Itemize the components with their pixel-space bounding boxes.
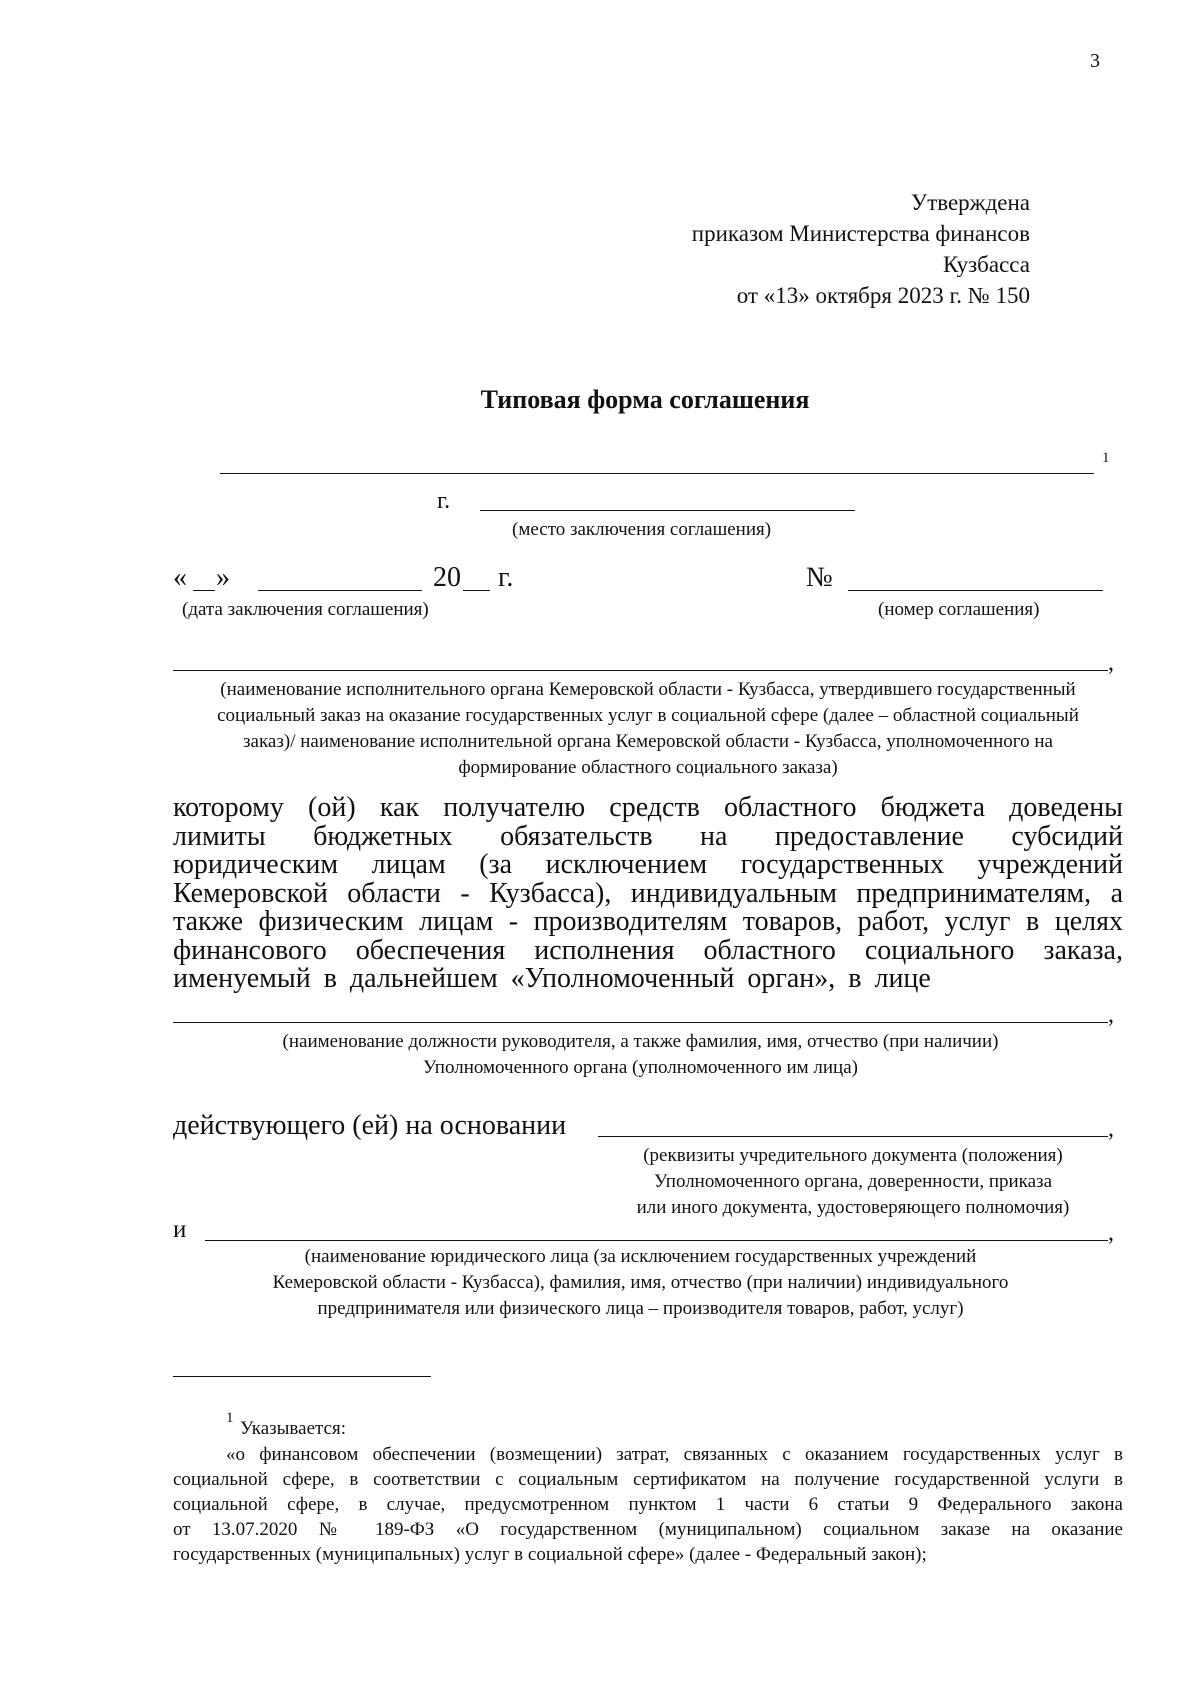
- caption-line: заказ)/ наименование исполнительной органа Кемеровской области - Кузбасса, уполномоченного на: [243, 731, 1053, 752]
- number-symbol: №: [806, 562, 833, 593]
- caption-line: социальный заказ на оказание государственных услуг в социальной сфере (далее – областной социальный: [217, 705, 1079, 726]
- authority-caption: [173, 677, 1123, 781]
- basis-text: действующего (ей) на основании: [173, 1110, 567, 1141]
- footnote-line: социальной сфере, в случае, предусмотренном пунктом 1 части 6 статьи 9 Федерального закона: [173, 1494, 1123, 1515]
- date-year-blank: [463, 590, 490, 591]
- title-footnote-mark: 1: [1102, 450, 1110, 466]
- body-line: также физическим лицам - производителям товаров, работ, услуг в целях: [173, 906, 1123, 937]
- caption-line: (наименование юридического лица (за исключением государственных учреждений: [304, 1246, 977, 1267]
- head-caption: [173, 1029, 1108, 1081]
- caption-line: Уполномоченного органа, доверенности, приказа: [654, 1171, 1052, 1192]
- head-comma: ,: [1108, 1002, 1114, 1028]
- body-line: финансового обеспечения исполнения областного социального заказа,: [173, 934, 1123, 966]
- place-blank-line: [480, 510, 855, 511]
- body-line: лимиты бюджетных обязательств на предоставление субсидий: [173, 820, 1123, 852]
- party-caption: [173, 1244, 1108, 1322]
- footnote-text: [173, 1442, 1123, 1567]
- footnote-line: государственных (муниципальных) услуг в социальной сфере» (далее - Федеральный закон);: [173, 1544, 927, 1565]
- basis-caption: [598, 1143, 1108, 1221]
- caption-line: (наименование исполнительного органа Кемеровской области - Кузбасса, утвердившего государственный: [220, 679, 1076, 700]
- caption-line: (реквизиты учредительного документа (положения): [643, 1145, 1063, 1166]
- date-close-quote: »: [216, 562, 230, 593]
- number-blank-line: [848, 590, 1103, 591]
- page-number: 3: [1090, 50, 1100, 72]
- basis-blank-line: [598, 1136, 1108, 1137]
- approval-line: Утверждена: [910, 190, 1030, 215]
- body-line: юридическим лицам (за исключением государственных учреждений: [173, 849, 1123, 880]
- footnote-line: «о финансовом обеспечении (возмещении) затрат, связанных с оказанием государственных услуг в: [226, 1444, 1123, 1465]
- date-month-blank: [258, 590, 422, 591]
- place-caption: (место заключения соглашения): [512, 519, 772, 540]
- body-paragraph: [173, 794, 1123, 994]
- body-line: которому (ой) как получателю средств областного бюджета доведены: [173, 792, 1123, 823]
- head-blank-line: [173, 1022, 1108, 1023]
- number-caption: (номер соглашения): [878, 599, 1040, 620]
- caption-line: предпринимателя или физического лица – производителя товаров, работ, услуг): [317, 1298, 964, 1319]
- authority-comma: ,: [1108, 650, 1114, 676]
- title-blank-line: [220, 473, 1094, 474]
- caption-line: Кемеровской области - Кузбасса), фамилия, имя, отчество (при наличии) индивидуального: [272, 1272, 1009, 1293]
- footnote-line: социальной сфере, в соответствии с социальным сертификатом на получение государственной услуги в: [173, 1469, 1123, 1490]
- approval-line: приказом Министерства финансов: [691, 221, 1030, 246]
- caption-line: (наименование должности руководителя, а также фамилия, имя, отчество (при наличии): [282, 1031, 999, 1052]
- caption-line: формирование областного социального заказа): [458, 757, 838, 778]
- party-comma: ,: [1108, 1220, 1114, 1246]
- date-caption: (дата заключения соглашения): [182, 599, 429, 620]
- date-open-quote: «: [173, 562, 187, 593]
- footnote-heading: Указывается:: [240, 1418, 347, 1439]
- basis-comma: ,: [1108, 1116, 1114, 1142]
- caption-line: Уполномоченного органа (уполномоченного им лица): [423, 1057, 858, 1078]
- approval-block: [510, 187, 1030, 311]
- date-day-blank: [193, 590, 215, 591]
- footnote-mark: 1: [226, 1410, 234, 1426]
- caption-line: или иного документа, удостоверяющего полномочия): [636, 1197, 1070, 1218]
- footnote-line: от 13.07.2020 № 189-ФЗ «О государственном (муниципальном) социальном заказе на оказание: [173, 1519, 1123, 1540]
- party-conj: и: [173, 1216, 187, 1243]
- document-title: Типовая форма соглашения: [480, 385, 810, 414]
- body-line: Кемеровской области - Кузбасса), индивидуальным предпринимателям, а: [173, 877, 1123, 909]
- place-prefix: г.: [437, 488, 451, 514]
- approval-line: от «13» октября 2023 г. № 150: [736, 283, 1030, 308]
- body-line: именуемый в дальнейшем «Уполномоченный орган», в лице: [173, 963, 931, 994]
- approval-line: Кузбасса: [942, 252, 1030, 277]
- footnote-separator: [173, 1376, 431, 1377]
- party-blank-line: [205, 1240, 1108, 1241]
- date-year-suffix: г.: [498, 562, 514, 593]
- authority-blank-line: [173, 670, 1108, 671]
- date-year-prefix: 20: [433, 562, 461, 593]
